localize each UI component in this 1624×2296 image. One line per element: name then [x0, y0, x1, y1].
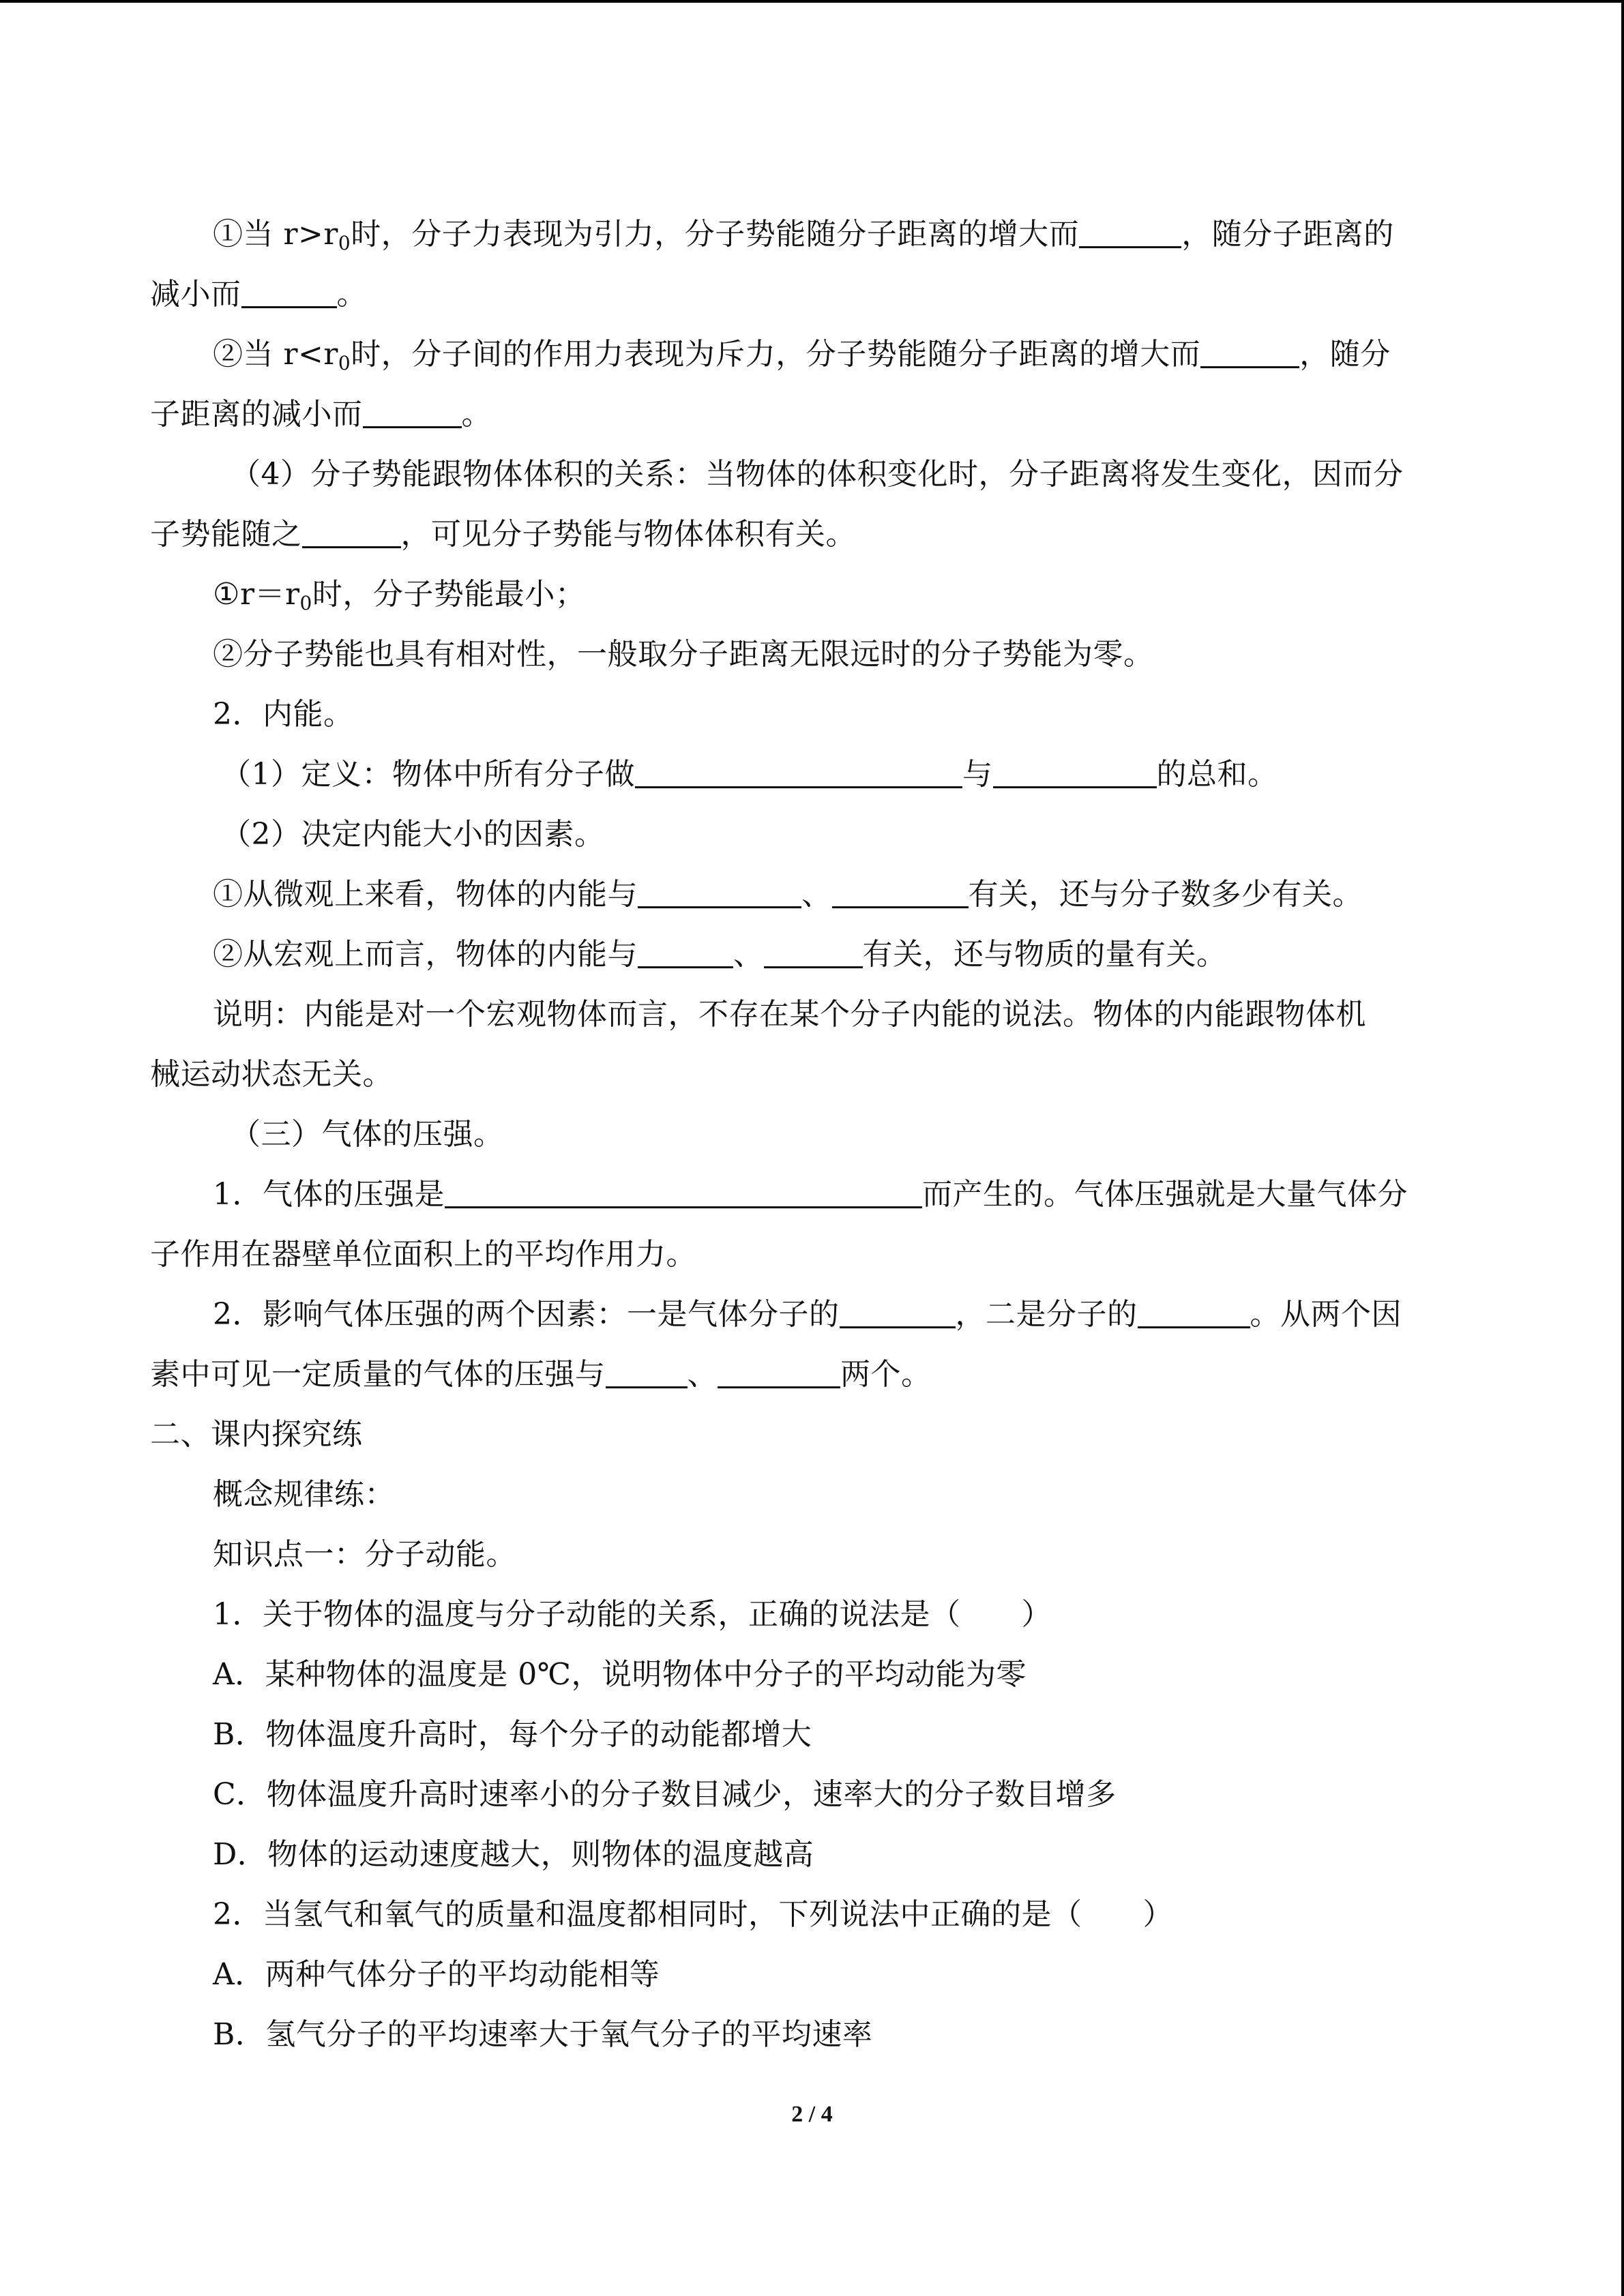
question-stem: 1．关于物体的温度与分子动能的关系，正确的说法是（ ） [213, 1597, 1052, 1632]
section-heading: 2．内能。 [213, 697, 354, 732]
answer-option: C．物体温度升高时速率小的分子数目减少，速率大的分子数目增多 [213, 1777, 1117, 1812]
fill-blank[interactable] [718, 1356, 840, 1388]
text-line: ②当 $r<r_0$时，分子间的作用力表现为斥力，分子势能随分子距离的增大而 ，随分 [213, 337, 1391, 374]
text-line: 械运动状态无关。 [150, 1057, 393, 1092]
text-line: 知识点一：分子动能。 [213, 1537, 516, 1572]
fill-blank[interactable] [840, 1296, 956, 1328]
text-line: 1．气体的压强是 而产生的。气体压强就是大量气体分 [213, 1177, 1408, 1212]
fill-blank[interactable] [638, 936, 733, 968]
right-border-line [1621, 0, 1624, 2296]
text-line: （4）分子势能跟物体体积的关系：当物体的体积变化时，分子距离将发生变化，因而分 [231, 457, 1404, 492]
fill-blank[interactable] [635, 756, 962, 788]
text-line: 说明：内能是对一个宏观物体而言，不存在某个分子内能的说法。物体的内能跟物体机 [213, 997, 1366, 1032]
text-line: $①r=r_0$时，分子势能最小； [213, 577, 586, 614]
text-line: （2）决定内能大小的因素。 [221, 817, 605, 852]
answer-option: A．某种物体的温度是 0℃，说明物体中分子的平均动能为零 [213, 1657, 1027, 1692]
text-line: 减小而 。 [150, 277, 367, 312]
section-heading: 二、课内探究练 [150, 1417, 363, 1452]
text-line: 子作用在器壁单位面积上的平均作用力。 [150, 1237, 696, 1272]
text-line: 子距离的减小而 。 [150, 397, 492, 432]
fill-blank[interactable] [363, 396, 462, 428]
text-line: ②分子势能也具有相对性，一般取分子距离无限远时的分子势能为零。 [213, 637, 1154, 672]
fill-blank[interactable] [832, 876, 969, 908]
answer-option: D．物体的运动速度越大，则物体的温度越高 [213, 1837, 814, 1872]
fill-blank[interactable] [1079, 216, 1181, 248]
fill-blank[interactable] [1200, 336, 1299, 368]
fill-blank[interactable] [638, 876, 801, 908]
page-number: 2 / 4 [791, 2102, 833, 2127]
answer-option: A．两种气体分子的平均动能相等 [213, 1957, 660, 1992]
text-line: （1）定义：物体中所有分子做 与 的总和。 [221, 757, 1278, 792]
fill-blank[interactable] [302, 516, 401, 548]
text-line: ②从宏观上而言，物体的内能与 、 有关，还与物质的量有关。 [213, 937, 1227, 972]
answer-option: B．氢气分子的平均速率大于氧气分子的平均速率 [213, 2017, 873, 2052]
fill-blank[interactable] [606, 1356, 688, 1388]
fill-blank[interactable] [241, 276, 337, 308]
section-heading: （三）气体的压强。 [231, 1117, 504, 1152]
answer-option: B．物体温度升高时，每个分子的动能都增大 [213, 1717, 812, 1752]
fill-blank[interactable] [1138, 1296, 1250, 1328]
fill-blank[interactable] [445, 1176, 922, 1208]
document-body [150, 205, 1473, 2065]
text-line: ①从微观上来看，物体的内能与 、 有关，还与分子数多少有关。 [213, 877, 1363, 912]
fill-blank[interactable] [993, 756, 1157, 788]
top-border-line [0, 0, 1624, 3]
fill-blank[interactable] [764, 936, 863, 968]
text-line: 素中可见一定质量的气体的压强与 、 两个。 [150, 1357, 932, 1392]
text-line: 子势能随之 ，可见分子势能与物体体积有关。 [150, 517, 856, 552]
text-line: 概念规律练： [213, 1477, 395, 1512]
text-line: 2．影响气体压强的两个因素：一是气体分子的 ，二是分子的 。从两个因 [213, 1297, 1402, 1332]
text-line: ①当 $r>r_0$时，分子力表现为引力，分子势能随分子距离的增大而 ，随分子距离的 [213, 217, 1394, 254]
question-stem: 2．当氢气和氧气的质量和温度都相同时，下列说法中正确的是（ ） [213, 1897, 1173, 1932]
